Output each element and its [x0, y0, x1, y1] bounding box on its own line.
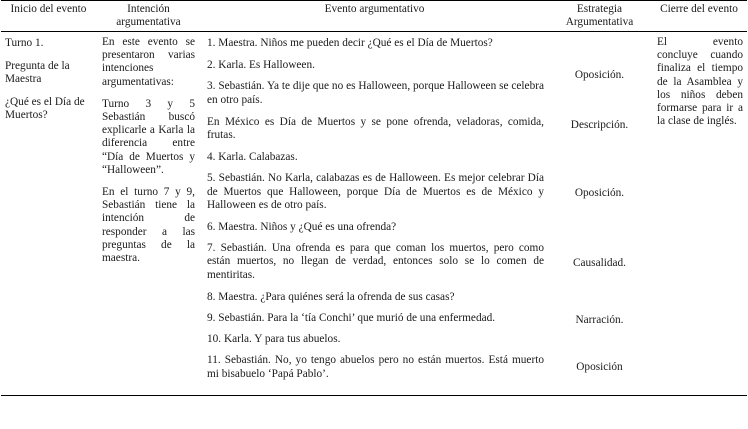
evento-cell [201, 330, 548, 351]
evento-cell [201, 113, 548, 148]
evento-cell [201, 239, 548, 288]
evento-cell [201, 218, 548, 239]
header-cierre: Cierre del evento [660, 3, 738, 15]
evento-cell [201, 288, 548, 309]
cierre-cell [651, 32, 747, 396]
estrategia-oposicion-1: Oposición. [574, 68, 625, 81]
evento-cell [201, 77, 548, 112]
estrategia-narracion: Narración. [575, 313, 624, 326]
header-estrategia: Estrategia Argumentativa [565, 3, 634, 28]
evento-6: 6. Maestra. Niños y ¿Qué es una ofrenda? [207, 221, 397, 234]
evento-cell [201, 309, 548, 330]
intencion-p1: En este evento se presentaron varias intenciones argumentativas: [102, 36, 195, 88]
evento-3b: En México es Día de Muertos y se pone ofrenda, veladoras, comida, frutas. [207, 115, 544, 142]
evento-10: 10. Karla. Y para tus abuelos. [207, 333, 341, 346]
evento-cell [201, 32, 548, 57]
evento-1: 1. Maestra. Niños me pueden decir ¿Qué es el Día de Muertos? [207, 37, 493, 49]
estrategia-descripcion: Descripción. [570, 118, 629, 131]
estrategia-oposicion-3: Oposición [576, 361, 623, 374]
estrategia-oposicion-2: Oposición. [574, 187, 625, 200]
intencion-p2: Turno 3 y 5 Sebastián buscó explicarle a Karla la diferencia entre “Día de Muertos y “Halloween”. [102, 97, 195, 176]
inicio-cell [1, 32, 96, 396]
header-inicio: Inicio del evento [10, 3, 87, 15]
evento-cell [201, 351, 548, 395]
evento-9: 9. Sebastián. Para la ‘tía Conchi’ que murió de una enfermedad. [207, 312, 496, 325]
inicio-pregunta: Pregunta de la Maestra [5, 60, 70, 86]
estrategia-causalidad: Causalidad. [572, 257, 627, 270]
evento-cell [201, 148, 548, 169]
evento-cell [201, 169, 548, 218]
table-header-row [1, 1, 747, 32]
argumentation-table [1, 0, 747, 396]
table-row [1, 32, 747, 57]
evento-7: 7. Sebastián. Una ofrenda es para que coman los muertos, pero como están muertos, no llegan de verdad, entonces solo se lo comen de mentiritas. [207, 242, 544, 281]
inicio-turno: Turno 1. [5, 37, 44, 49]
intencion-p3: En el turno 7 y 9, Sebastián tiene la intención de responder a las preguntas de la maestra. [102, 186, 195, 265]
evento-cell [201, 56, 548, 77]
evento-5: 5. Sebastián. No Karla, calabazas es de Halloween. Es mejor celebrar Día de Muertos que Halloween, porque Día de Muertos es de México y Halloween es de otro país. [207, 172, 544, 211]
evento-2: 2. Karla. Es Halloween. [207, 59, 315, 72]
intencion-cell [96, 32, 201, 396]
evento-11: 11. Sebastián. No, yo tengo abuelos pero no están muertos. Está muerto mi bisabuelo ‘Papá Pablo’. [207, 354, 544, 380]
inicio-cita: ¿Qué es el Día de Muertos? [5, 95, 85, 121]
evento-4: 4. Karla. Calabazas. [207, 151, 298, 164]
cierre-text: El evento concluye cuando finaliza el tiempo de la Asamblea y los niños deben formarse para ir a la clase de inglés. [657, 36, 743, 128]
evento-3: 3. Sebastián. Ya te dije que no es Halloween, porque Halloween se celebra en otro país. [207, 80, 544, 106]
header-intencion: Intención argumentativa [116, 3, 181, 28]
header-evento: Evento argumentativo [324, 3, 425, 15]
evento-8: 8. Maestra. ¿Para quiénes será la ofrenda de sus casas? [207, 290, 455, 303]
